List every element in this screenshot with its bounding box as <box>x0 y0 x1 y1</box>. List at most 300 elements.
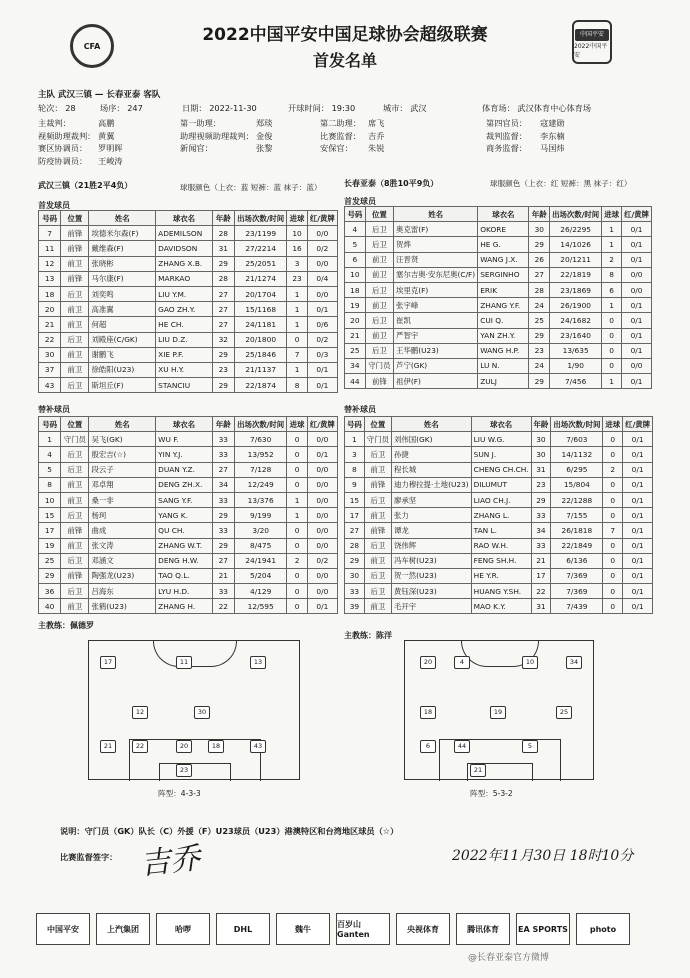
player-cell: 25 <box>529 313 550 328</box>
player-cell: 6 <box>345 252 366 267</box>
player-cell: 贺烨 <box>394 237 478 252</box>
player-cell: 0 <box>287 432 307 447</box>
player-cell: 0 <box>603 447 623 462</box>
player-cell: 0/1 <box>622 374 652 389</box>
player-cell: 7/456 <box>550 374 602 389</box>
player-cell: 黄钰深(U23) <box>391 584 471 599</box>
home-kit: 球服颜色（上衣：蓝 短裤：蓝 袜子：蓝） <box>180 183 322 192</box>
player-cell: 张宇峰 <box>394 298 478 313</box>
player-cell: 1 <box>287 317 307 332</box>
player-cell: 39 <box>345 599 365 614</box>
player-cell: 5 <box>345 237 366 252</box>
player-cell: 0/1 <box>623 523 653 538</box>
player-cell: 0 <box>287 462 307 477</box>
player-cell: 前锋 <box>61 226 89 241</box>
away-kit: 球服颜色（上衣：红 短裤：黑 袜子：红） <box>490 179 632 188</box>
player-cell: YANG K. <box>156 508 213 523</box>
player-cell: 0/0 <box>307 523 337 538</box>
column-header: 球衣名 <box>156 211 213 226</box>
player-cell: 24/1682 <box>550 313 602 328</box>
player-cell: 34 <box>531 523 551 538</box>
player-cell: 0/0 <box>307 462 337 477</box>
player-cell: 0/1 <box>623 584 653 599</box>
player-cell: 马尔康(F) <box>89 271 156 286</box>
player-jersey: 20 <box>176 740 192 753</box>
player-jersey: 5 <box>522 740 538 753</box>
player-cell: LIU W.G. <box>471 432 531 447</box>
player-row <box>39 538 338 553</box>
player-cell: 15 <box>39 508 61 523</box>
player-row <box>39 378 338 393</box>
player-cell: 18 <box>39 286 61 301</box>
player-cell: TAN L. <box>471 523 531 538</box>
player-cell: 8 <box>602 267 622 282</box>
player-cell: 33 <box>531 508 551 523</box>
player-cell: 1 <box>39 432 61 447</box>
player-cell: 孙捷 <box>391 447 471 462</box>
player-cell: 24/1941 <box>234 553 287 568</box>
player-cell: 7/128 <box>234 462 287 477</box>
official-name: 吉乔 <box>368 130 385 141</box>
player-cell: 0/1 <box>623 432 653 447</box>
player-cell: 20 <box>39 302 61 317</box>
player-cell: 后卫 <box>61 462 89 477</box>
player-row <box>39 241 338 256</box>
player-cell: 吕海东 <box>89 584 156 599</box>
player-cell: 0/2 <box>307 553 337 568</box>
player-cell: STANCIU <box>156 378 213 393</box>
official-label: 安保官： <box>320 143 353 153</box>
player-cell: 8 <box>39 477 61 492</box>
official-label: 第二助理： <box>320 118 361 128</box>
player-cell: YIN Y.J. <box>156 447 213 462</box>
player-cell: 前卫 <box>365 252 393 267</box>
player-cell: 刘伟国(GK) <box>391 432 471 447</box>
player-cell: DAVIDSON <box>156 241 213 256</box>
player-row <box>39 302 338 317</box>
player-cell: 0/0 <box>307 477 337 492</box>
player-cell: ZHANG L. <box>471 508 531 523</box>
home-formation: 阵型：4-3-3 <box>158 789 201 798</box>
player-cell: 前锋 <box>61 271 89 286</box>
player-cell: 21 <box>212 568 234 583</box>
player-cell: 0/2 <box>307 332 337 347</box>
player-cell: 0/4 <box>307 271 337 286</box>
player-cell: 0/1 <box>623 462 653 477</box>
player-cell: 前锋 <box>365 374 393 389</box>
player-cell: 7/603 <box>551 432 603 447</box>
sponsor-logo: 百岁山Ganten <box>336 913 390 945</box>
player-cell: 12 <box>39 256 61 271</box>
player-cell: LIAO CH.J. <box>471 492 531 507</box>
match-no-info: 场序： 247 <box>100 103 143 113</box>
player-row <box>345 282 652 297</box>
player-cell: 后卫 <box>365 282 393 297</box>
player-cell: 后卫 <box>61 332 89 347</box>
player-cell: ERIK <box>478 282 529 297</box>
player-cell: 0/1 <box>622 343 652 358</box>
player-cell: HE Y.R. <box>471 568 531 583</box>
player-row <box>39 226 338 241</box>
player-cell: 0 <box>603 432 623 447</box>
official-label: 助理视频助理裁判： <box>180 130 254 141</box>
player-cell: 2 <box>287 553 307 568</box>
player-cell: 37 <box>39 362 61 377</box>
player-cell: 0/1 <box>622 222 652 237</box>
player-cell: 33 <box>212 447 234 462</box>
player-cell: 28 <box>345 538 365 553</box>
player-cell: 严智宇 <box>394 328 478 343</box>
away-formation: 阵型：5-3-2 <box>470 789 513 798</box>
player-cell: 1 <box>602 374 622 389</box>
player-row <box>345 462 653 477</box>
official-name: 马国炜 <box>540 143 565 153</box>
player-jersey: 44 <box>454 740 470 753</box>
player-jersey: 34 <box>566 656 582 669</box>
player-cell: 0 <box>602 358 622 373</box>
sponsor-logo: DHL <box>216 913 270 945</box>
player-cell: 0/0 <box>307 492 337 507</box>
player-cell: 17 <box>345 508 365 523</box>
player-cell: 33 <box>212 492 234 507</box>
player-cell: HE G. <box>478 237 529 252</box>
player-cell: 前卫 <box>61 492 89 507</box>
player-cell: FENG SH.H. <box>471 553 531 568</box>
player-cell: 30 <box>345 568 365 583</box>
player-cell: 21/1137 <box>234 362 287 377</box>
player-row <box>345 237 652 252</box>
column-header: 号码 <box>345 207 366 222</box>
legend-note: 说明：守门员（GK）队长（C）外援（F）U23球员（U23）港澳特区和台湾地区球员（☆） <box>60 826 399 836</box>
column-header: 红/黄牌 <box>623 417 653 432</box>
player-cell: 前锋 <box>364 523 391 538</box>
player-cell: 0/0 <box>307 226 337 241</box>
player-cell: 30 <box>531 447 551 462</box>
player-cell: 冯车树(U23) <box>391 553 471 568</box>
official-name: 席飞 <box>368 118 385 128</box>
player-cell: 26/2295 <box>550 222 602 237</box>
home-starters-table <box>38 210 338 393</box>
ping-an-logo <box>572 20 612 64</box>
player-row <box>345 298 652 313</box>
player-cell: 33 <box>531 538 551 553</box>
player-cell: LU N. <box>478 358 529 373</box>
player-cell: 22 <box>531 584 551 599</box>
player-cell: 29 <box>529 374 550 389</box>
player-cell: 何超 <box>89 317 156 332</box>
player-jersey: 11 <box>176 656 192 669</box>
player-cell: 前卫 <box>61 317 89 332</box>
player-cell: ZHANG Y.F. <box>478 298 529 313</box>
player-cell: 7/369 <box>551 584 603 599</box>
column-header: 出场次数/时间 <box>550 207 602 222</box>
player-cell: 后卫 <box>61 553 89 568</box>
player-cell: 23 <box>287 271 307 286</box>
player-cell: 0/1 <box>307 599 337 614</box>
player-cell: RAO W.H. <box>471 538 531 553</box>
player-cell: 前卫 <box>61 256 89 271</box>
official-label: 比赛监督： <box>320 130 361 141</box>
player-cell: 0/1 <box>622 252 652 267</box>
player-cell: SANG Y.F. <box>156 492 213 507</box>
player-cell: 27 <box>212 286 234 301</box>
player-cell: 28 <box>529 282 550 297</box>
official-name: 王峻涛 <box>98 155 123 166</box>
player-cell: 0 <box>603 492 623 507</box>
ping-an-logo-text: 中国平安 <box>575 29 609 41</box>
player-cell: 芦宁(GK) <box>394 358 478 373</box>
center-arc <box>153 641 237 667</box>
player-cell: 40 <box>39 599 61 614</box>
player-jersey: 19 <box>490 706 506 719</box>
player-cell: 43 <box>39 378 61 393</box>
player-cell: 0 <box>287 568 307 583</box>
player-cell: 0 <box>287 332 307 347</box>
player-cell: 前卫 <box>61 599 89 614</box>
player-cell: DUAN Y.Z. <box>156 462 213 477</box>
player-cell: 贺一然(U23) <box>391 568 471 583</box>
player-cell: 0 <box>603 477 623 492</box>
player-cell: 21 <box>345 328 366 343</box>
player-cell: 0/1 <box>622 313 652 328</box>
player-cell: ZHANG H. <box>156 599 213 614</box>
player-cell: 后卫 <box>364 492 391 507</box>
player-cell: GAO ZH.Y. <box>156 302 213 317</box>
player-cell: 前卫 <box>364 462 391 477</box>
player-cell: 0/1 <box>623 477 653 492</box>
player-cell: XU H.Y. <box>156 362 213 377</box>
venue-info: 体育场： 武汉体育中心体育场 <box>482 103 592 113</box>
player-cell: 前卫 <box>364 599 391 614</box>
player-cell: 33 <box>212 432 234 447</box>
player-cell: 0 <box>602 343 622 358</box>
column-header: 位置 <box>61 417 89 432</box>
player-row <box>345 252 652 267</box>
player-cell: 21 <box>39 317 61 332</box>
column-header: 年龄 <box>531 417 551 432</box>
player-cell: 10 <box>345 267 366 282</box>
player-cell: 张晓彬 <box>89 256 156 271</box>
player-cell: 0/0 <box>307 256 337 271</box>
column-header: 姓名 <box>391 417 471 432</box>
player-cell: 饶伟辉 <box>391 538 471 553</box>
player-row <box>345 538 653 553</box>
player-cell: 19 <box>345 298 366 313</box>
player-row <box>345 358 652 373</box>
player-cell: 29 <box>212 256 234 271</box>
player-cell: 29 <box>39 568 61 583</box>
player-cell: 1 <box>287 492 307 507</box>
player-jersey: 22 <box>132 740 148 753</box>
player-cell: 后卫 <box>61 286 89 301</box>
player-row <box>39 271 338 286</box>
official-name: 金俊 <box>256 130 273 141</box>
column-header: 姓名 <box>89 417 156 432</box>
player-cell: 前锋 <box>61 568 89 583</box>
sponsor-logo: EA SPORTS <box>516 913 570 945</box>
player-cell: 0/0 <box>307 508 337 523</box>
player-cell: 后卫 <box>364 538 391 553</box>
player-cell: 陶强龙(U23) <box>89 568 156 583</box>
column-header: 球衣名 <box>156 417 213 432</box>
player-cell: 前卫 <box>365 298 393 313</box>
player-cell: 29 <box>529 328 550 343</box>
player-cell: 23 <box>531 477 551 492</box>
player-cell: 段云子 <box>89 462 156 477</box>
player-cell: 0/0 <box>307 538 337 553</box>
player-cell: 12/595 <box>234 599 287 614</box>
player-cell: 4 <box>39 447 61 462</box>
player-jersey: 17 <box>100 656 116 669</box>
player-cell: 后卫 <box>364 568 391 583</box>
player-cell: 后卫 <box>365 313 393 328</box>
player-cell: 前卫 <box>365 328 393 343</box>
player-row <box>345 374 652 389</box>
home-team-name: 武汉三镇（21胜2平4负） <box>38 181 133 190</box>
sponsor-logo: 央视体育 <box>396 913 450 945</box>
kickoff-info: 开球时间： 19:30 <box>288 103 356 113</box>
player-cell: 25/1846 <box>234 347 287 362</box>
player-jersey: 30 <box>194 706 210 719</box>
player-cell: ZULJ <box>478 374 529 389</box>
player-cell: 13/376 <box>234 492 287 507</box>
player-row <box>345 508 653 523</box>
player-cell: 29 <box>212 347 234 362</box>
column-header: 进球 <box>287 417 307 432</box>
player-row <box>39 317 338 332</box>
player-cell: 前卫 <box>364 553 391 568</box>
player-cell: 前锋 <box>61 241 89 256</box>
player-cell: 王华鹏(U23) <box>394 343 478 358</box>
player-cell: 27 <box>212 462 234 477</box>
player-cell: 守门员 <box>364 432 391 447</box>
official-name: 朱锐 <box>368 143 385 153</box>
player-cell: 曲成 <box>89 523 156 538</box>
player-cell: 8/475 <box>234 538 287 553</box>
column-header: 出场次数/时间 <box>234 417 287 432</box>
player-cell: 0/0 <box>622 358 652 373</box>
player-cell: 0/0 <box>307 286 337 301</box>
player-cell: 前卫 <box>61 538 89 553</box>
player-cell: 27 <box>212 553 234 568</box>
column-header: 进球 <box>602 207 622 222</box>
player-cell: 邓涵文 <box>89 553 156 568</box>
player-cell: 6 <box>602 282 622 297</box>
player-cell: 8 <box>287 378 307 393</box>
player-cell: 斯坦丘(F) <box>89 378 156 393</box>
official-label: 主裁判： <box>38 118 71 128</box>
column-header: 红/黄牌 <box>622 207 652 222</box>
player-cell: WANG J.X. <box>478 252 529 267</box>
player-cell: 奥克雷(F) <box>394 222 478 237</box>
player-cell: HE CH. <box>156 317 213 332</box>
player-row <box>345 343 652 358</box>
home-away-line: 主队 武汉三镇 — 长春亚泰 客队 <box>38 90 161 100</box>
player-cell: 28 <box>212 226 234 241</box>
player-cell: 守门员 <box>61 432 89 447</box>
player-cell: DENG H.W. <box>156 553 213 568</box>
player-cell: 前卫 <box>61 302 89 317</box>
player-cell: 26/1818 <box>551 523 603 538</box>
player-cell: OKORE <box>478 222 529 237</box>
player-row <box>39 362 338 377</box>
player-cell: 桑一非 <box>89 492 156 507</box>
player-row <box>39 447 338 462</box>
player-cell: MARKAO <box>156 271 213 286</box>
player-cell: LIU D.Z. <box>156 332 213 347</box>
player-cell: 埃里克(F) <box>394 282 478 297</box>
column-header: 球衣名 <box>471 417 531 432</box>
home-subs-title: 替补球员 <box>38 405 70 414</box>
player-cell: 15/1168 <box>234 302 287 317</box>
player-cell: 谢鹏飞 <box>89 347 156 362</box>
player-cell: 1 <box>287 508 307 523</box>
player-cell: 20/1211 <box>550 252 602 267</box>
player-cell: 5 <box>39 462 61 477</box>
column-header: 球衣名 <box>478 207 529 222</box>
player-row <box>345 267 652 282</box>
home-subs-table <box>38 416 338 614</box>
player-cell: 0 <box>287 599 307 614</box>
player-row <box>345 432 653 447</box>
player-row <box>39 286 338 301</box>
player-cell: 27 <box>212 317 234 332</box>
home-starters-title: 首发球员 <box>38 201 70 210</box>
player-cell: 后卫 <box>365 343 393 358</box>
player-cell: 张文涛 <box>89 538 156 553</box>
player-cell: 22/1874 <box>234 378 287 393</box>
player-cell: 24 <box>529 358 550 373</box>
player-cell: 0/0 <box>622 267 652 282</box>
player-cell: 7/439 <box>551 599 603 614</box>
player-cell: 前锋 <box>61 523 89 538</box>
player-row <box>39 256 338 271</box>
player-jersey: 20 <box>420 656 436 669</box>
player-cell: 24/1181 <box>234 317 287 332</box>
player-cell: YAN ZH.Y. <box>478 328 529 343</box>
player-cell: 24 <box>529 298 550 313</box>
player-row <box>345 447 653 462</box>
player-cell: 0/1 <box>307 302 337 317</box>
away-subs-title: 替补球员 <box>344 405 376 414</box>
player-cell: 后卫 <box>365 222 393 237</box>
player-cell: 0 <box>603 508 623 523</box>
player-cell: XIE P.F. <box>156 347 213 362</box>
player-cell: 前锋 <box>364 477 391 492</box>
player-cell: CUI Q. <box>478 313 529 328</box>
player-cell: 29 <box>212 538 234 553</box>
official-label: 第一助理： <box>180 118 221 128</box>
player-cell: 毛开宇 <box>391 599 471 614</box>
player-cell: 后卫 <box>364 584 391 599</box>
player-cell: 吴飞(GK) <box>89 432 156 447</box>
player-cell: MAO K.Y. <box>471 599 531 614</box>
player-cell: 19 <box>39 538 61 553</box>
sponsor-logo: 中国平安 <box>36 913 90 945</box>
player-cell: WANG H.P. <box>478 343 529 358</box>
player-row <box>39 432 338 447</box>
player-cell: 9/199 <box>234 508 287 523</box>
player-cell: CHENG CH.CH. <box>471 462 531 477</box>
player-cell: 4/129 <box>234 584 287 599</box>
player-cell: 前卫 <box>365 267 393 282</box>
player-row <box>345 523 653 538</box>
player-cell: 25/2051 <box>234 256 287 271</box>
away-subs-table <box>344 416 653 614</box>
player-cell: 20 <box>345 313 366 328</box>
player-cell: 0/1 <box>623 492 653 507</box>
player-cell: 5/204 <box>234 568 287 583</box>
